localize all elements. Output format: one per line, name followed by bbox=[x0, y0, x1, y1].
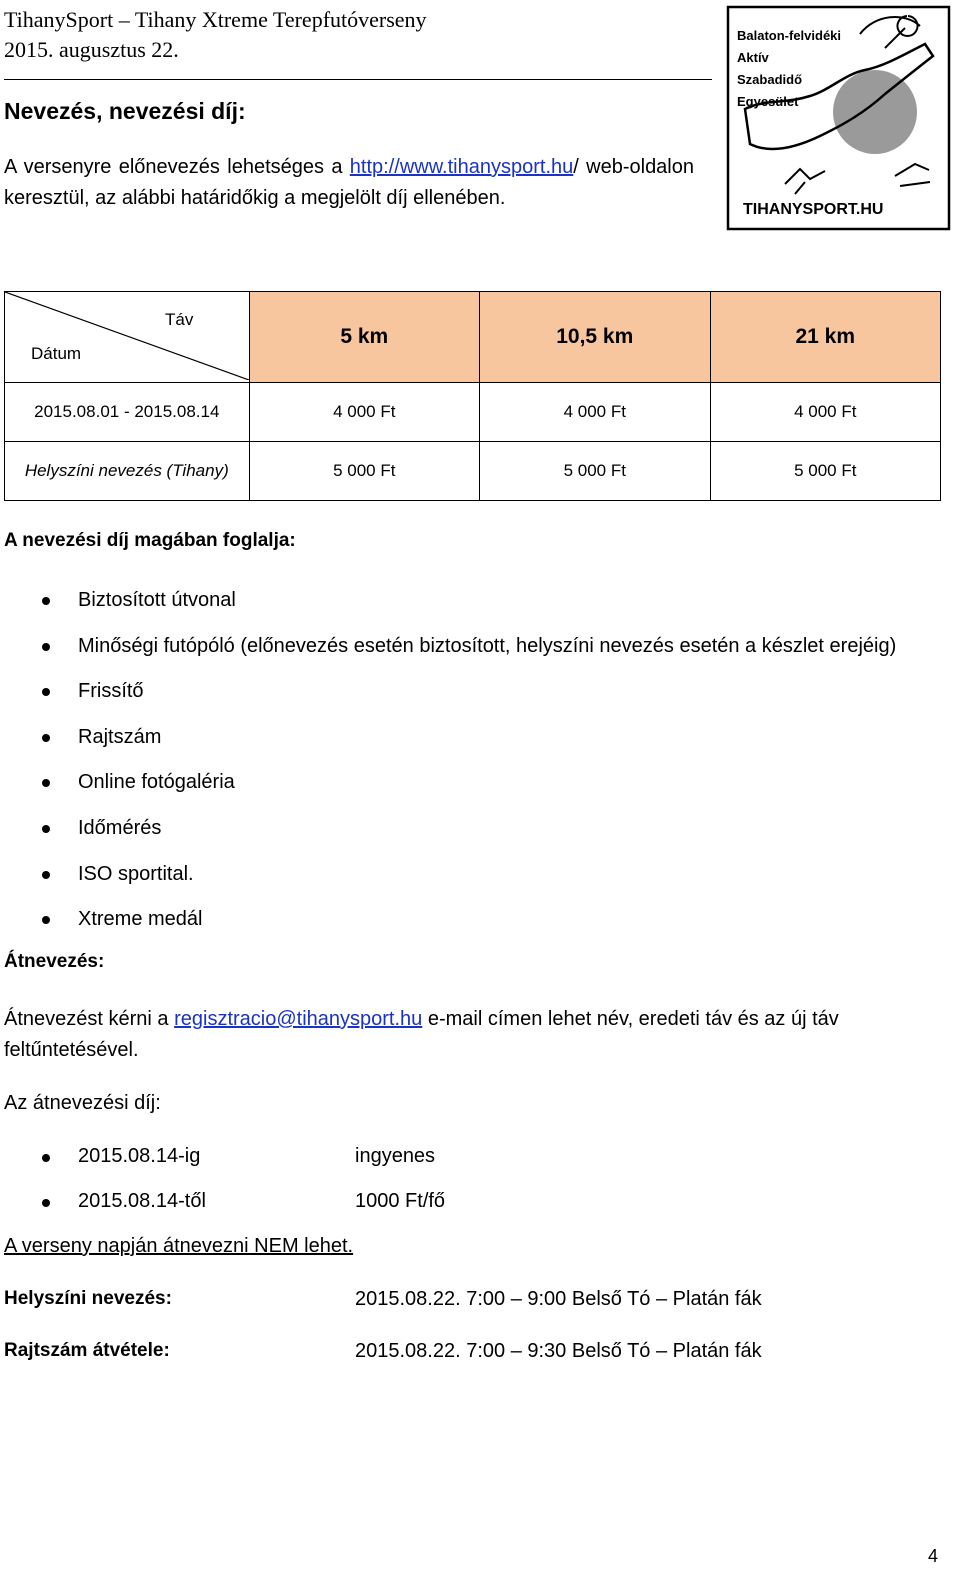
transfer-fee-date: 2015.08.14-ig bbox=[78, 1145, 201, 1167]
logo-site: TIHANYSPORT.HU bbox=[743, 201, 884, 218]
bullet-icon bbox=[42, 1154, 50, 1162]
distance-header-21km: 21 km bbox=[710, 292, 941, 383]
document-header-date: 2015. augusztus 22. bbox=[4, 37, 179, 62]
onsite-registration-label: Helyszíni nevezés: bbox=[4, 1288, 172, 1309]
bib-pickup-value: 2015.08.22. 7:00 – 9:30 Belső Tó – Platán fák bbox=[355, 1340, 762, 1362]
transfer-note: A verseny napján átnevezni NEM lehet. bbox=[4, 1235, 354, 1257]
bullet-icon bbox=[42, 734, 50, 742]
transfer-fee-price: 1000 Ft/fő bbox=[355, 1190, 446, 1212]
corner-label-distance: Táv bbox=[165, 310, 194, 329]
bullet-icon bbox=[42, 1199, 50, 1207]
list-item: Online fotógaléria bbox=[0, 770, 896, 816]
fee-table-header-row bbox=[5, 292, 941, 383]
row-label: Helyszíni nevezés (Tihany) bbox=[5, 442, 250, 501]
header-divider bbox=[4, 79, 712, 80]
page-number: 4 bbox=[928, 1546, 939, 1566]
logo-line-2: Aktív bbox=[737, 50, 769, 65]
bib-pickup-label: Rajtszám átvétele: bbox=[4, 1340, 170, 1361]
row-label: 2015.08.01 - 2015.08.14 bbox=[5, 383, 250, 442]
fee-cell: 4 000 Ft bbox=[710, 383, 941, 442]
includes-list bbox=[0, 588, 896, 953]
fee-cell: 5 000 Ft bbox=[710, 442, 941, 501]
distance-header-5km: 5 km bbox=[249, 292, 479, 383]
bullet-icon bbox=[42, 916, 50, 924]
logo-line-4: Egyesület bbox=[737, 94, 799, 109]
distance-header-10-5km: 10,5 km bbox=[480, 292, 710, 383]
intro-text-start: A versenyre előnevezés lehetséges a bbox=[4, 156, 350, 178]
bullet-icon bbox=[42, 779, 50, 787]
email-link[interactable]: regisztracio@tihanysport.hu bbox=[174, 1008, 423, 1030]
includes-title: A nevezési díj magában foglalja: bbox=[4, 530, 296, 551]
list-item: Minőségi futópóló (előnevezés esetén biztosított, helyszíni nevezés esetén a készlet erejéig) bbox=[0, 634, 896, 680]
fee-cell: 5 000 Ft bbox=[249, 442, 479, 501]
registration-title: Nevezés, nevezési díj: bbox=[4, 98, 246, 124]
list-item: Rajtszám bbox=[0, 725, 896, 771]
list-item: Időmérés bbox=[0, 816, 896, 862]
transfer-fee-date: 2015.08.14-től bbox=[78, 1190, 206, 1212]
list-item: Xtreme medál bbox=[0, 907, 896, 953]
transfer-text: Átnevezést kérni a regisztracio@tihanysport.hu e-mail címen lehet név, eredeti táv és az új táv feltűntetésével. bbox=[4, 1008, 839, 1061]
table-row bbox=[5, 442, 941, 501]
table-row bbox=[5, 383, 941, 442]
list-item: ISO sportital. bbox=[0, 862, 896, 908]
list-item: Frissítő bbox=[0, 679, 896, 725]
fee-table-corner-cell bbox=[5, 292, 250, 383]
registration-intro bbox=[4, 152, 694, 214]
website-link[interactable]: http://www.tihanysport.hu bbox=[349, 156, 574, 178]
bullet-icon bbox=[42, 871, 50, 879]
logo-line-1: Balaton-felvidéki bbox=[737, 28, 842, 43]
bullet-icon bbox=[42, 643, 50, 651]
transfer-title: Átnevezés: bbox=[4, 951, 105, 972]
bullet-icon bbox=[42, 688, 50, 696]
transfer-fee-title: Az átnevezési díj: bbox=[4, 1092, 161, 1114]
document-header-title: TihanySport – Tihany Xtreme Terepfutóverseny bbox=[4, 7, 427, 32]
fee-cell: 5 000 Ft bbox=[480, 442, 710, 501]
logo-line-3: Szabadidő bbox=[737, 72, 803, 87]
fee-cell: 4 000 Ft bbox=[249, 383, 479, 442]
list-item: Biztosított útvonal bbox=[0, 588, 896, 634]
bullet-icon bbox=[42, 825, 50, 833]
club-logo bbox=[725, 4, 952, 232]
onsite-registration-value: 2015.08.22. 7:00 – 9:00 Belső Tó – Platán fák bbox=[355, 1288, 762, 1310]
bullet-icon bbox=[42, 597, 50, 605]
intro-text-end: / web-oldalon keresztül, az alábbi határidőkig a megjelölt díj ellenében. bbox=[4, 156, 694, 209]
transfer-fee-price: ingyenes bbox=[355, 1145, 436, 1167]
corner-label-date: Dátum bbox=[31, 344, 82, 363]
diagonal-divider bbox=[5, 292, 249, 380]
fee-cell: 4 000 Ft bbox=[480, 383, 710, 442]
fee-table bbox=[4, 291, 941, 501]
